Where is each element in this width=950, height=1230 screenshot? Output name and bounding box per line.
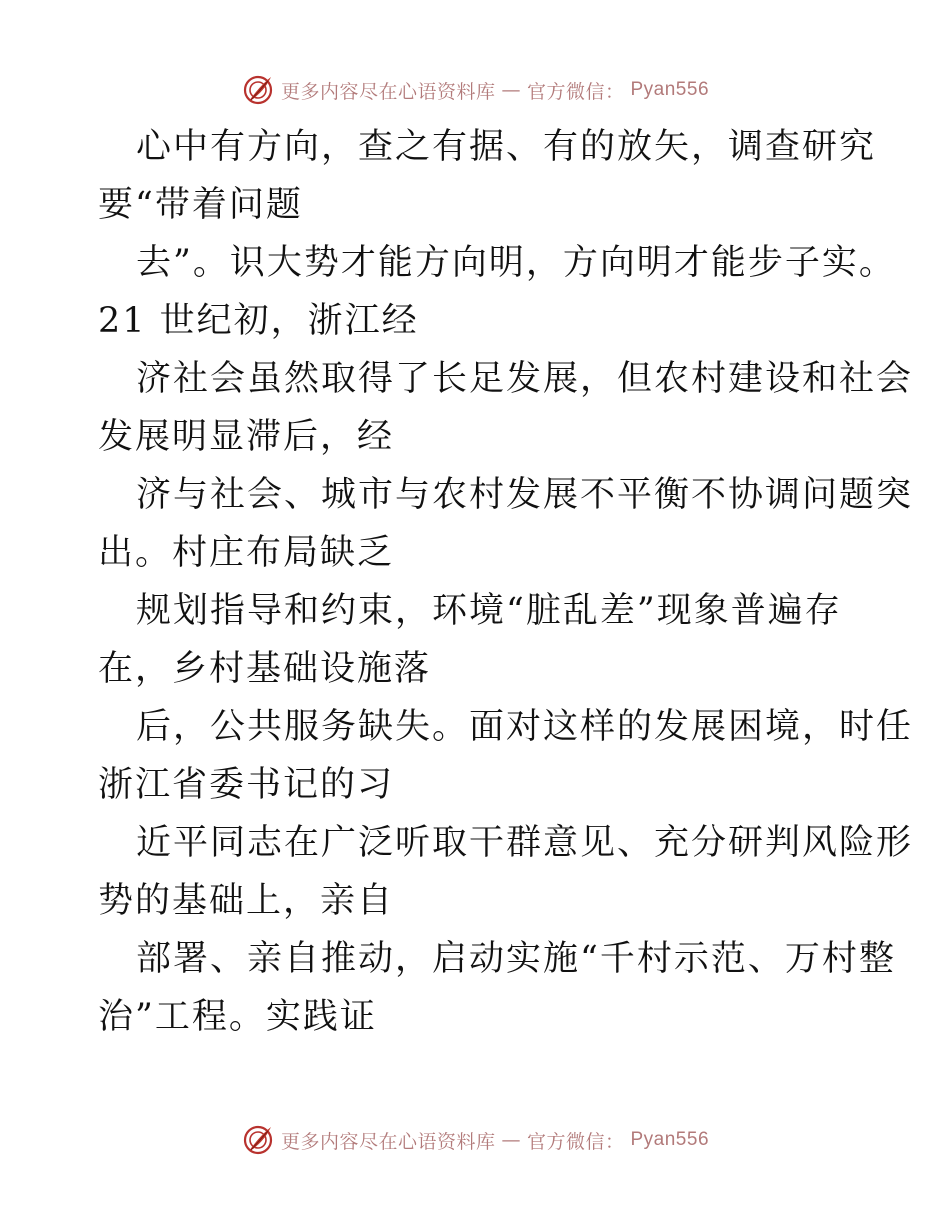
watermark-separator: — <box>501 1129 521 1151</box>
body-line: 近平同志在广泛听取干群意见、充分研判风险形 <box>136 823 914 863</box>
watermark-site-text: 更多内容尽在心语资料库 <box>280 1130 496 1153</box>
body-line: 规划指导和约束，环境“脏乱差”现象普遍存 <box>136 591 842 631</box>
footer-watermark <box>0 1120 950 1160</box>
body-line: 济与社会、城市与农村发展不平衡不协调问题突 <box>136 475 914 515</box>
watermark-separator: — <box>501 79 521 101</box>
body-line: 去”。识大势才能方向明，方向明才能步子实。 <box>136 243 896 283</box>
body-line: 济社会虽然取得了长足发展，但农村建设和社会 <box>136 359 914 399</box>
body-line: 发展明显滞后，经 <box>98 417 395 457</box>
body-line: 要“带着问题 <box>98 185 303 225</box>
body-line: 势的基础上，亲自 <box>98 881 395 921</box>
body-line: 治”工程。实践证 <box>98 997 377 1037</box>
body-line: 部署、亲自推动，启动实施“千村示范、万村整 <box>136 939 896 979</box>
watermark-contact-id: Pyan556 <box>630 79 710 100</box>
body-line: 浙江省委书记的习 <box>98 765 395 805</box>
watermark-contact-label: 官方微信： <box>526 1130 625 1153</box>
body-line: 21 世纪初，浙江经 <box>98 301 419 341</box>
watermark-site-text: 更多内容尽在心语资料库 <box>280 80 496 103</box>
watermark-contact-label: 官方微信： <box>526 80 625 103</box>
feather-pen-logo-icon <box>241 1123 275 1157</box>
body-line: 后，公共服务缺失。面对这样的发展困境，时任 <box>136 707 914 747</box>
watermark-contact-id: Pyan556 <box>630 1129 710 1150</box>
body-line: 心中有方向，查之有据、有的放矢，调查研究 <box>136 127 877 167</box>
feather-pen-logo-icon <box>241 73 275 107</box>
body-line: 在，乡村基础设施落 <box>98 649 432 689</box>
header-watermark <box>0 70 950 110</box>
body-line: 出。村庄布局缺乏 <box>98 533 395 573</box>
